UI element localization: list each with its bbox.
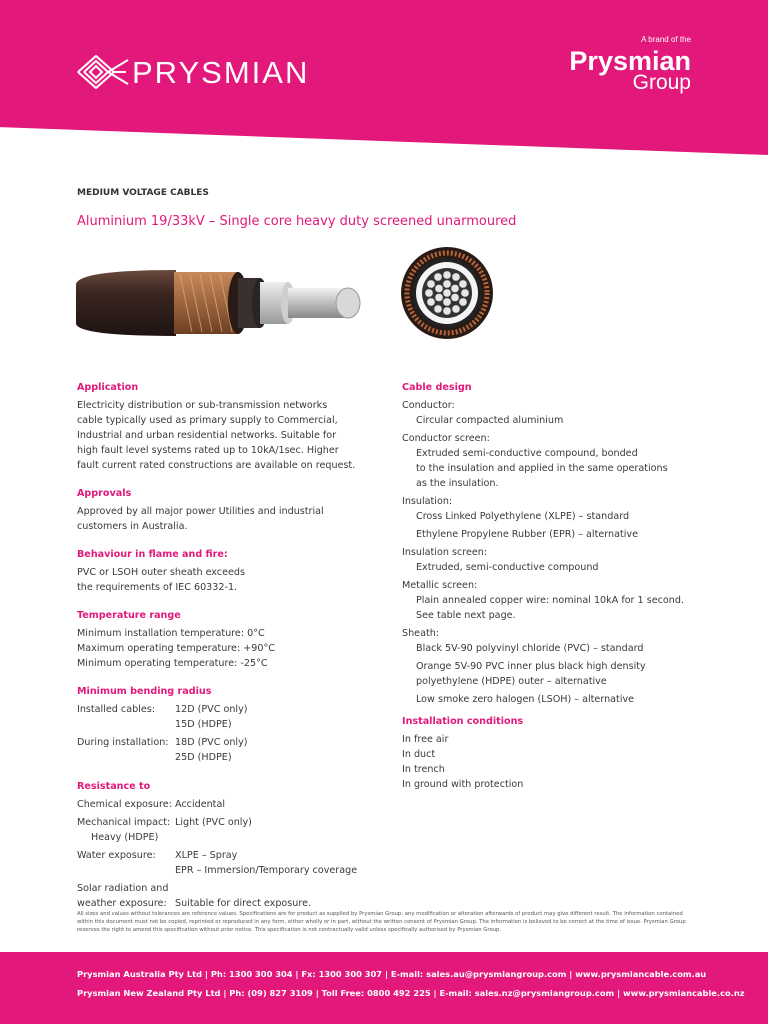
resistance-chemical-row bbox=[77, 797, 377, 812]
sheath-alt-line: polyethylene (HDPE) outer – alternative bbox=[416, 676, 607, 687]
flame-heading: Behaviour in flame and fire: bbox=[77, 549, 228, 560]
solar-label-1: Solar radiation and bbox=[77, 883, 169, 894]
installation-line: In duct bbox=[402, 749, 436, 760]
resistance-water-row bbox=[77, 848, 377, 878]
logo-text: PRYSMIAN bbox=[132, 54, 310, 90]
application-text bbox=[77, 398, 377, 473]
flame-text bbox=[77, 565, 377, 595]
prysmian-logo bbox=[76, 52, 309, 92]
temperature-heading: Temperature range bbox=[77, 610, 181, 621]
right-column bbox=[402, 380, 702, 792]
temperature-line: Maximum operating temperature: +90°C bbox=[77, 643, 275, 654]
water-value: EPR – Immersion/Temporary coverage bbox=[175, 865, 358, 876]
brand-of-text: A brand of the bbox=[641, 35, 691, 44]
resistance-mechanical-row bbox=[77, 815, 377, 830]
insulation-screen-label: Insulation screen: bbox=[402, 547, 488, 558]
metallic-screen-line: Plain annealed copper wire: nominal 10kA for 1 second. bbox=[416, 595, 684, 606]
installation-heading: Installation conditions bbox=[402, 716, 524, 727]
application-line: Industrial and urban residential networks. Suitable for bbox=[77, 430, 337, 441]
resistance-solar-row bbox=[77, 896, 377, 911]
solar-value: Suitable for direct exposure. bbox=[175, 898, 312, 909]
installation-line: In ground with protection bbox=[402, 779, 524, 790]
bending-during-row bbox=[77, 735, 377, 765]
bending-installed-label: Installed cables: bbox=[77, 704, 155, 715]
installation-line: In free air bbox=[402, 734, 449, 745]
installation-line: In trench bbox=[402, 764, 445, 775]
document-title: Aluminium 19/33kV – Single core heavy duty screened unarmoured bbox=[77, 214, 517, 229]
approvals-line: customers in Australia. bbox=[77, 521, 188, 532]
approvals-heading: Approvals bbox=[77, 488, 132, 499]
footer-new-zealand: Prysmian New Zealand Pty Ltd | Ph: (09) 827 3109 | Toll Free: 0800 492 225 | E-mail: sales.nz@prysmiangroup.com | www.prysmiancable.co.nz bbox=[77, 988, 745, 998]
resistance-heading: Resistance to bbox=[77, 781, 151, 792]
bending-installed-value: 15D (HDPE) bbox=[175, 719, 232, 730]
bending-heading: Minimum bending radius bbox=[77, 686, 212, 697]
application-line: high fault level systems rated up to 10kA/1sec. Higher bbox=[77, 445, 339, 456]
temperature-text bbox=[77, 626, 377, 671]
metallic-screen-line: See table next page. bbox=[416, 610, 516, 621]
disclaimer: All sizes and values without tolerances are reference values. Specifications are for product as supplied by Prysmian Group: any modification or alteration afterwards of product may give different result. The information contained within this document must not be copied, reprinted or reproduced in any form, either wholly or in part, without the written consent of Prysmian Group. The information is believed to be correct at the time of issue. Prysmian Group reserves the right to amend this specification without prior notice. This specification is not contractually valid unless specifically authorised by Prysmian Group. bbox=[77, 911, 686, 933]
bending-installed-row bbox=[77, 702, 377, 732]
chemical-label: Chemical exposure: bbox=[77, 799, 172, 810]
footer-banner bbox=[0, 952, 768, 1024]
cable-design-heading: Cable design bbox=[402, 382, 472, 393]
sheath-alt-line: Orange 5V-90 PVC inner plus black high density bbox=[416, 661, 646, 672]
bending-during-value: 25D (HDPE) bbox=[175, 752, 232, 763]
water-value: XLPE – Spray bbox=[175, 850, 238, 861]
application-line: cable typically used as primary supply to Commercial, bbox=[77, 415, 338, 426]
temperature-line: Minimum operating temperature: -25°C bbox=[77, 658, 268, 669]
sheath-lsoh: Low smoke zero halogen (LSOH) – alternative bbox=[416, 694, 635, 705]
section-label: MEDIUM VOLTAGE CABLES bbox=[77, 188, 209, 198]
approvals-line: Approved by all major power Utilities and industrial bbox=[77, 506, 324, 517]
brand-name: Prysmian bbox=[569, 46, 691, 76]
mechanical-label: Mechanical impact: bbox=[77, 817, 171, 828]
bending-installed-value: 12D (PVC only) bbox=[175, 704, 248, 715]
left-column bbox=[77, 380, 377, 911]
application-heading: Application bbox=[77, 382, 139, 393]
approvals-text bbox=[77, 504, 377, 534]
mechanical-value-2: Heavy (HDPE) bbox=[91, 832, 159, 843]
brand-group: Group bbox=[632, 71, 691, 94]
temperature-line: Minimum installation temperature: 0°C bbox=[77, 628, 265, 639]
insulation-value: Ethylene Propylene Rubber (EPR) – alternative bbox=[416, 529, 639, 540]
bending-during-value: 18D (PVC only) bbox=[175, 737, 248, 748]
insulation-screen-value: Extruded, semi-conductive compound bbox=[416, 562, 599, 573]
sheath-label: Sheath: bbox=[402, 628, 440, 639]
water-label: Water exposure: bbox=[77, 850, 156, 861]
solar-label-2: weather exposure: bbox=[77, 898, 167, 909]
metallic-screen-label: Metallic screen: bbox=[402, 580, 478, 591]
flame-line: PVC or LSOH outer sheath exceeds bbox=[77, 567, 245, 578]
flame-line: the requirements of IEC 60332-1. bbox=[77, 582, 238, 593]
bending-during-label: During installation: bbox=[77, 737, 169, 748]
prysmian-logo-icon bbox=[76, 52, 130, 92]
application-line: fault current rated constructions are available on request. bbox=[77, 460, 356, 471]
sheath-standard: Black 5V-90 polyvinyl chloride (PVC) – standard bbox=[416, 643, 644, 654]
application-line: Electricity distribution or sub-transmission networks bbox=[77, 400, 328, 411]
conductor-screen-line: Extruded semi-conductive compound, bonded bbox=[416, 448, 638, 459]
conductor-screen-line: as the insulation. bbox=[416, 478, 499, 489]
conductor-screen-label: Conductor screen: bbox=[402, 433, 490, 444]
brand-block bbox=[569, 35, 691, 92]
footer-australia: Prysmian Australia Pty Ltd | Ph: 1300 300 304 | Fx: 1300 300 307 | E-mail: sales.au@prysmiangroup.com | www.prysmiancable.com.au bbox=[77, 969, 707, 979]
mechanical-value: Light (PVC only) bbox=[175, 817, 252, 828]
conductor-screen-line: to the insulation and applied in the same operations bbox=[416, 463, 668, 474]
cable-cross-section bbox=[400, 246, 494, 340]
conductor-value: Circular compacted aluminium bbox=[416, 415, 564, 426]
chemical-value: Accidental bbox=[175, 799, 225, 810]
insulation-value: Cross Linked Polyethylene (XLPE) – standard bbox=[416, 511, 630, 522]
cable-photo bbox=[76, 262, 368, 342]
conductor-label: Conductor: bbox=[402, 400, 455, 411]
insulation-label: Insulation: bbox=[402, 496, 453, 507]
